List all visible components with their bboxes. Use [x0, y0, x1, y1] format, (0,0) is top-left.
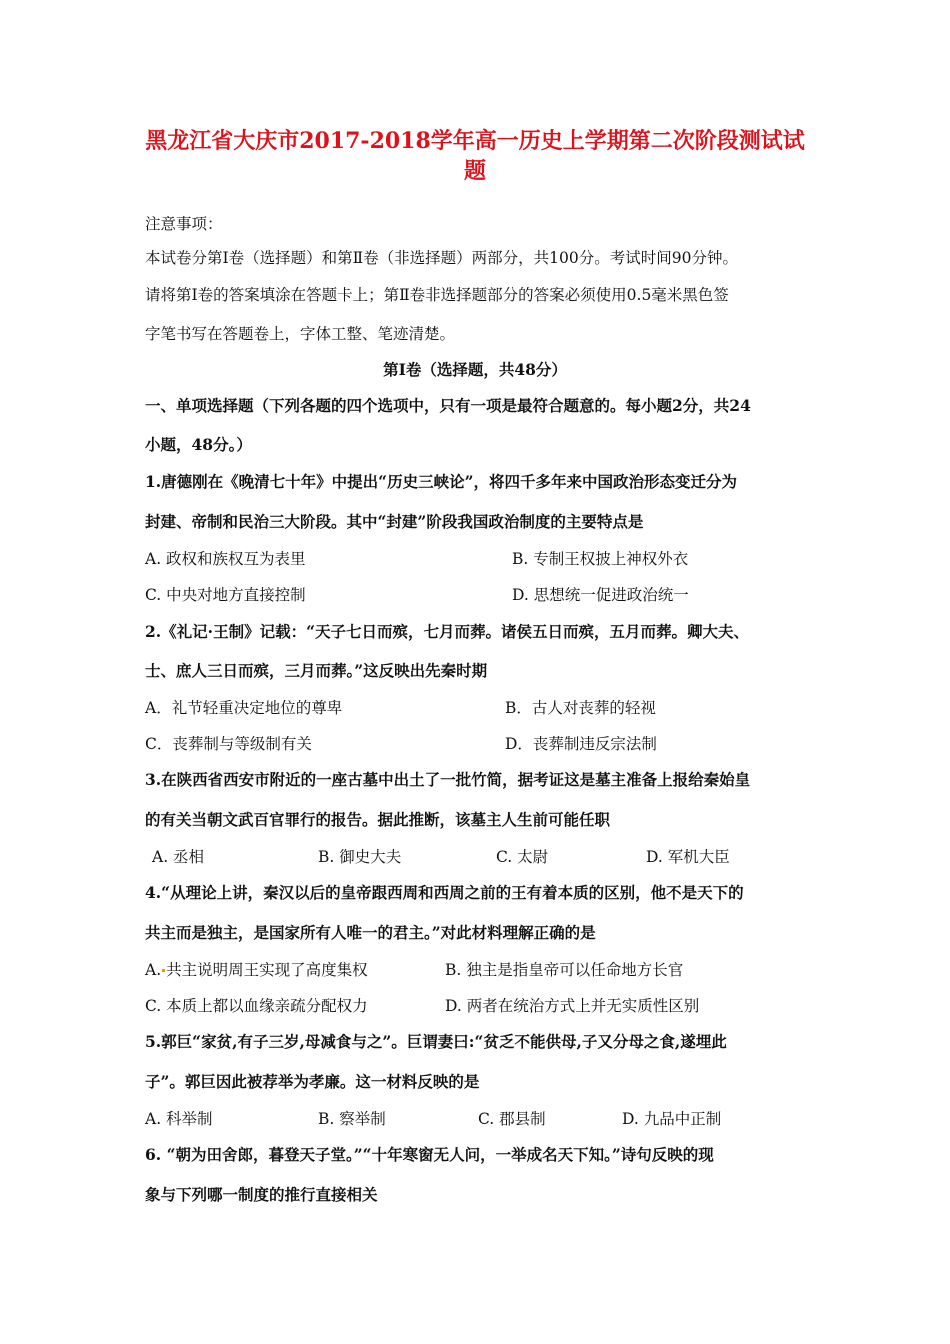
option-c: C. 郡县制 — [478, 1110, 546, 1128]
option-a: A. 丞相 — [152, 848, 205, 866]
option-a: A．礼节轻重决定地位的尊卑 — [145, 699, 343, 717]
section-instruction: 一、单项选择题（下列各题的四个选项中，只有一项是最符合题意的。每小题2分，共24 — [145, 396, 751, 415]
question-stem: 5.郭巨“家贫,有子三岁,母减食与之”。巨谓妻曰:“贫乏不能供母,子又分母之食,遂埋此 — [145, 1032, 727, 1051]
notice-line: 字笔书写在答题卷上，字体工整、笔迹清楚。 — [145, 325, 456, 343]
option-a — [145, 958, 368, 980]
question-stem: 4.“从理论上讲，秦汉以后的皇帝跟西周和西周之前的王有着本质的区别，他不是天下的 — [145, 883, 744, 902]
option-a: A. 科举制 — [145, 1110, 213, 1128]
question-stem: 的有关当朝文武百官罪行的报告。据此推断，该墓主人生前可能任职 — [145, 810, 611, 829]
question-stem: 共主而是独主，是国家所有人唯一的君主。”对此材料理解正确的是 — [145, 923, 596, 942]
option-d: D. 两者在统治方式上并无实质性区别 — [445, 997, 700, 1015]
option-d: D. 思想统一促进政治统一 — [512, 586, 689, 604]
option-d: D. 军机大臣 — [646, 848, 730, 866]
option-a-text: 共主说明周王实现了高度集权 — [166, 961, 368, 979]
question-stem: 象与下列哪一制度的推行直接相关 — [145, 1185, 378, 1204]
question-stem: 1.唐德刚在《晚清七十年》中提出“历史三峡论”，将四千多年来中国政治形态变迁分为 — [145, 472, 738, 491]
document-title-line2: 题 — [463, 158, 486, 184]
question-stem: 封建、帝制和民治三大阶段。其中“封建”阶段我国政治制度的主要特点是 — [145, 512, 644, 531]
question-stem: 6. “朝为田舍郎，暮登天子堂。”“十年寒窗无人问，一举成名天下知。”诗句反映的现 — [145, 1145, 714, 1164]
option-c: C. 中央对地方直接控制 — [145, 586, 306, 604]
option-b: B. 察举制 — [318, 1110, 386, 1128]
option-b: B．古人对丧葬的轻视 — [505, 699, 656, 717]
question-stem: 士、庶人三日而殡，三月而葬。”这反映出先秦时期 — [145, 661, 488, 680]
option-c: C．丧葬制与等级制有关 — [145, 735, 312, 753]
option-d: D．丧葬制违反宗法制 — [505, 735, 657, 753]
option-b: B. 独主是指皇帝可以任命地方长官 — [445, 961, 684, 979]
notice-heading: 注意事项： — [145, 215, 223, 233]
option-a: A. 政权和族权互为表里 — [145, 550, 306, 568]
option-c: C. 太尉 — [496, 848, 549, 866]
option-a-letter: A. — [145, 961, 162, 979]
section-heading: 第Ⅰ卷（选择题，共48分） — [383, 360, 567, 379]
question-stem: 子”。郭巨因此被荐举为孝廉。这一材料反映的是 — [145, 1072, 480, 1091]
option-d: D. 九品中正制 — [622, 1110, 722, 1128]
stray-mark — [162, 969, 165, 972]
option-c: C. 本质上都以血缘亲疏分配权力 — [145, 997, 368, 1015]
option-b: B. 御史大夫 — [318, 848, 402, 866]
document-title-line1: 黑龙江省大庆市2017-2018学年高一历史上学期第二次阶段测试试 — [145, 128, 805, 154]
notice-line: 请将第Ⅰ卷的答案填涂在答题卡上；第Ⅱ卷非选择题部分的答案必须使用0.5毫米黑色签 — [145, 286, 729, 304]
question-stem: 3.在陕西省西安市附近的一座古墓中出土了一批竹简，据考证这是墓主准备上报给秦始皇 — [145, 770, 751, 789]
question-stem: 2.《礼记·王制》记载：“天子七日而殡，七月而葬。诸侯五日而殡，五月而葬。卿大夫、 — [145, 622, 749, 641]
section-instruction: 小题，48分。） — [145, 435, 252, 454]
notice-line: 本试卷分第Ⅰ卷（选择题）和第Ⅱ卷（非选择题）两部分，共100分。考试时间90分钟。 — [145, 249, 738, 267]
option-b: B. 专制王权披上神权外衣 — [512, 550, 689, 568]
